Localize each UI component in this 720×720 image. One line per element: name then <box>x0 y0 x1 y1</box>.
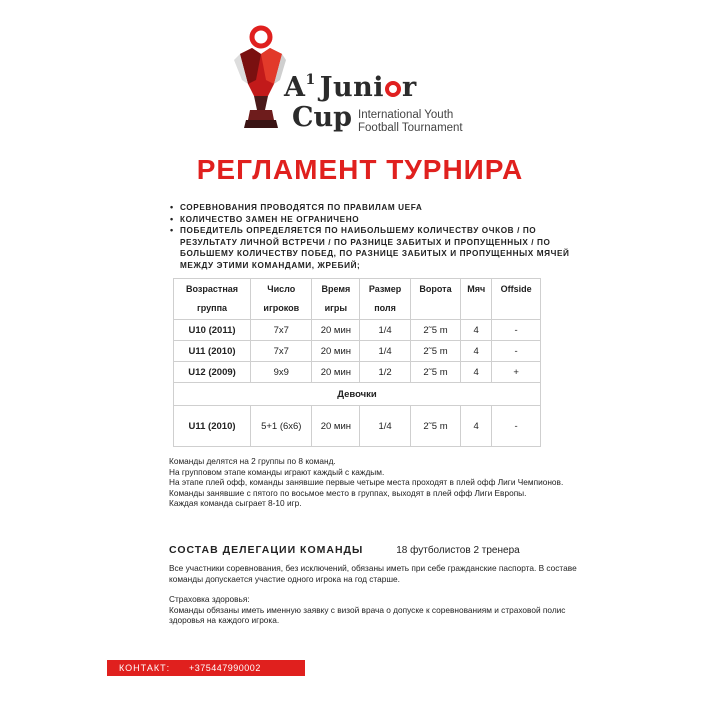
cell-time: 20 мин <box>312 341 360 362</box>
cell-age: U10 (2011) <box>174 320 251 341</box>
col-header-time: Время игры <box>312 279 360 320</box>
notes-section <box>169 563 589 626</box>
table-header-row <box>174 279 541 320</box>
info-line: На этапе плей офф, команды занявшие первые четыре места проходят в плей офф Лиги Чемпионов. <box>169 477 564 487</box>
age-groups-table <box>173 278 541 447</box>
rules-list <box>170 202 570 271</box>
delegation-value: 18 футболистов 2 тренера <box>396 545 520 556</box>
table-row <box>174 362 541 383</box>
brand-name: $A^1$ Juni r <box>284 72 417 103</box>
trophy-icon <box>234 24 286 136</box>
cell-offside: - <box>492 341 541 362</box>
contact-phone[interactable]: +375447990002 <box>189 663 261 673</box>
cell-ball: 4 <box>461 406 492 447</box>
table-row <box>174 406 541 447</box>
cell-offside: + <box>492 362 541 383</box>
col-header-players: Число игроков <box>251 279 312 320</box>
cell-age: U12 (2009) <box>174 362 251 383</box>
rule-item: • СОРЕВНОВАНИЯ ПРОВОДЯТСЯ ПО ПРАВИЛАМ UEFA <box>170 202 570 214</box>
tournament-logo <box>234 24 494 142</box>
cell-goal: 2˜5 m <box>410 320 460 341</box>
tournament-format-text <box>169 456 589 509</box>
contact-bar <box>107 660 305 676</box>
contact-label: КОНТАКТ: <box>119 663 171 673</box>
insurance-note: Команды обязаны иметь именную заявку с визой врача о допуске к соревнованиям и страховой полис здоровья на каждого игрока. <box>169 604 566 625</box>
cell-goal: 2˜5 m <box>410 406 460 447</box>
cell-time: 20 мин <box>312 406 360 447</box>
participants-note: Все участники соревнования, без исключений, обязаны иметь при себе гражданские паспорта. В составе команды допускается участие одного игрока на год старше. <box>169 563 577 584</box>
col-header-ball: Мяч <box>461 279 492 320</box>
cell-field: 1/4 <box>360 341 411 362</box>
table-section-row <box>174 383 541 406</box>
cell-time: 20 мин <box>312 320 360 341</box>
brand-cup: Cup <box>292 102 352 133</box>
cell-ball: 4 <box>461 320 492 341</box>
col-header-age: Возрастная группа <box>174 279 251 320</box>
info-line: На групповом этапе команды играют каждый с каждым. <box>169 466 385 477</box>
page-title: РЕГЛАМЕНТ ТУРНИРА <box>196 154 524 185</box>
col-header-field: Размер поля <box>360 279 411 320</box>
delegation-section <box>169 544 589 556</box>
table-row <box>174 341 541 362</box>
cell-age: U11 (2010) <box>174 406 251 447</box>
cell-age: U11 (2010) <box>174 341 251 362</box>
cell-players: 5+1 (6x6) <box>251 406 312 447</box>
cell-ball: 4 <box>461 362 492 383</box>
cell-offside: - <box>492 406 541 447</box>
delegation-heading: СОСТАВ ДЕЛЕГАЦИИ КОМАНДЫ <box>169 544 364 556</box>
col-header-goal: Ворота <box>410 279 460 320</box>
cell-players: 7x7 <box>251 320 312 341</box>
cell-goal: 2˜5 m <box>410 362 460 383</box>
cell-offside: - <box>492 320 541 341</box>
cell-field: 1/2 <box>360 362 411 383</box>
brand-subtitle: International Youth Football Tournament <box>358 109 463 134</box>
col-header-offside: Offside <box>492 279 541 320</box>
info-line: Команды занявшие с пятого по восьмое место в группах, выходят в плей офф Лиги Европы. <box>169 487 527 498</box>
cell-ball: 4 <box>461 341 492 362</box>
cell-field: 1/4 <box>360 320 411 341</box>
cell-time: 20 мин <box>312 362 360 383</box>
info-line: Команды делятся на 2 группы по 8 команд. <box>169 456 336 466</box>
insurance-title: Страховка здоровья: <box>169 594 250 604</box>
rule-item: • ПОБЕДИТЕЛЬ ОПРЕДЕЛЯЕТСЯ ПО НАИБОЛЬШЕМУ КОЛИЧЕСТВУ ОЧКОВ / ПО РЕЗУЛЬТАТУ ЛИЧНОЙ ВСТРЕЧИ / ПО РАЗНИЦЕ ЗАБИТЫХ И ПРОПУЩЕННЫХ / ПО БОЛЬШЕМУ КОЛИЧЕСТВУ ПОБЕД, ПО РАЗНИЦЕ ЗАБИТЫХ И ПРОПУЩЕННЫХ МЯЧЕЙ МЕЖДУ ЭТИМИ КОМАНДАМИ, ЖРЕБИЙ; <box>170 225 570 271</box>
table-row <box>174 320 541 341</box>
section-label-girls: Девочки <box>174 383 541 406</box>
cell-field: 1/4 <box>360 406 411 447</box>
cell-players: 7x7 <box>251 341 312 362</box>
info-line: Каждая команда сыграет 8-10 игр. <box>169 498 302 508</box>
brand-o-ring-icon <box>385 81 401 97</box>
cell-goal: 2˜5 m <box>410 341 460 362</box>
rule-item: • КОЛИЧЕСТВО ЗАМЕН НЕ ОГРАНИЧЕНО <box>170 214 570 226</box>
cell-players: 9x9 <box>251 362 312 383</box>
